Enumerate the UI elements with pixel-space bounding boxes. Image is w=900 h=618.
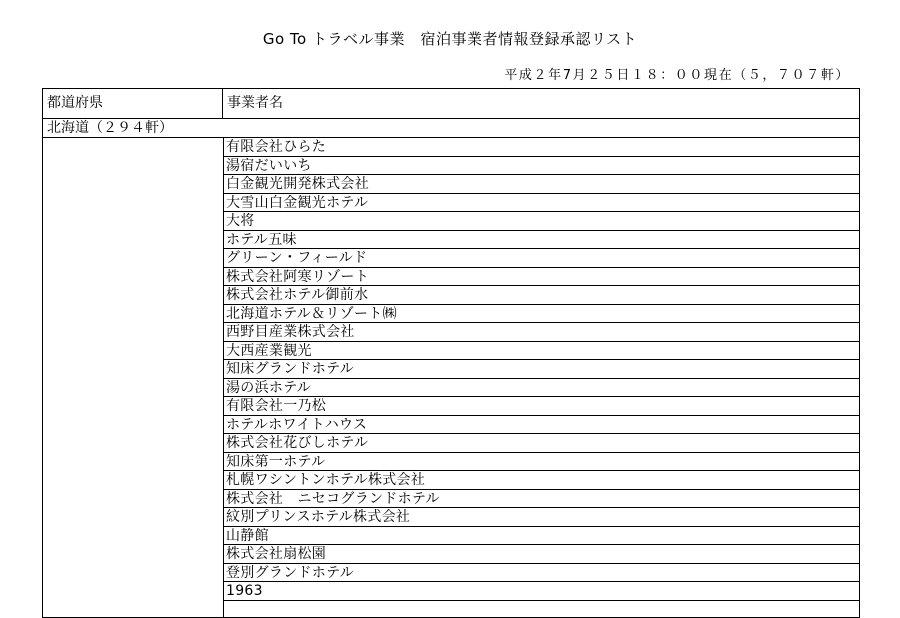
approval-table (42, 88, 860, 618)
business-row: 白金観光開発株式会社 (223, 175, 859, 194)
business-row: 西野目産業株式会社 (223, 323, 859, 342)
header-prefecture: 都道府県 (43, 89, 223, 118)
business-row: 株式会社ホテル御前水 (223, 286, 859, 305)
table-header-row (43, 89, 859, 119)
business-row: 株式会社阿寒リゾート (223, 268, 859, 287)
business-row: 株式会社 ニセコグランドホテル (223, 490, 859, 509)
business-list (223, 138, 859, 601)
business-row: 株式会社花びしホテル (223, 434, 859, 453)
document-title: Go To トラベル事業 宿泊事業者情報登録承認リスト (262, 30, 638, 48)
business-row: 湯の浜ホテル (223, 379, 859, 398)
business-row: 札幌ワシントンホテル株式会社 (223, 471, 859, 490)
business-row: 有限会社ひらた (223, 138, 859, 157)
business-row: 大雪山白金観光ホテル (223, 194, 859, 213)
business-row: 北海道ホテル＆リゾート㈱ (223, 305, 859, 324)
business-row: 知床グランドホテル (223, 360, 859, 379)
prefecture-group-row: 北海道（２９４軒） (43, 119, 859, 138)
business-row: 紋別プリンスホテル株式会社 (223, 508, 859, 527)
business-row: 株式会社扇松園 (223, 545, 859, 564)
business-row: 有限会社一乃松 (223, 397, 859, 416)
as-of-date: 平成２年7月２５日１８：００現在（５，７０７軒） (504, 68, 850, 83)
business-row: グリーン・フィールド (223, 249, 859, 268)
business-row: 大西産業観光 (223, 342, 859, 361)
business-row: 登別グランドホテル (223, 564, 859, 583)
business-row: ホテルホワイトハウス (223, 416, 859, 435)
header-business-name: 事業者名 (227, 95, 283, 111)
business-row: 湯宿だいいち (223, 157, 859, 176)
business-row: ホテル五味 (223, 231, 859, 250)
business-row: 知床第一ホテル (223, 453, 859, 472)
business-row: 1963 (223, 582, 859, 601)
business-row: 山静館 (223, 527, 859, 546)
business-row: 大将 (223, 212, 859, 231)
